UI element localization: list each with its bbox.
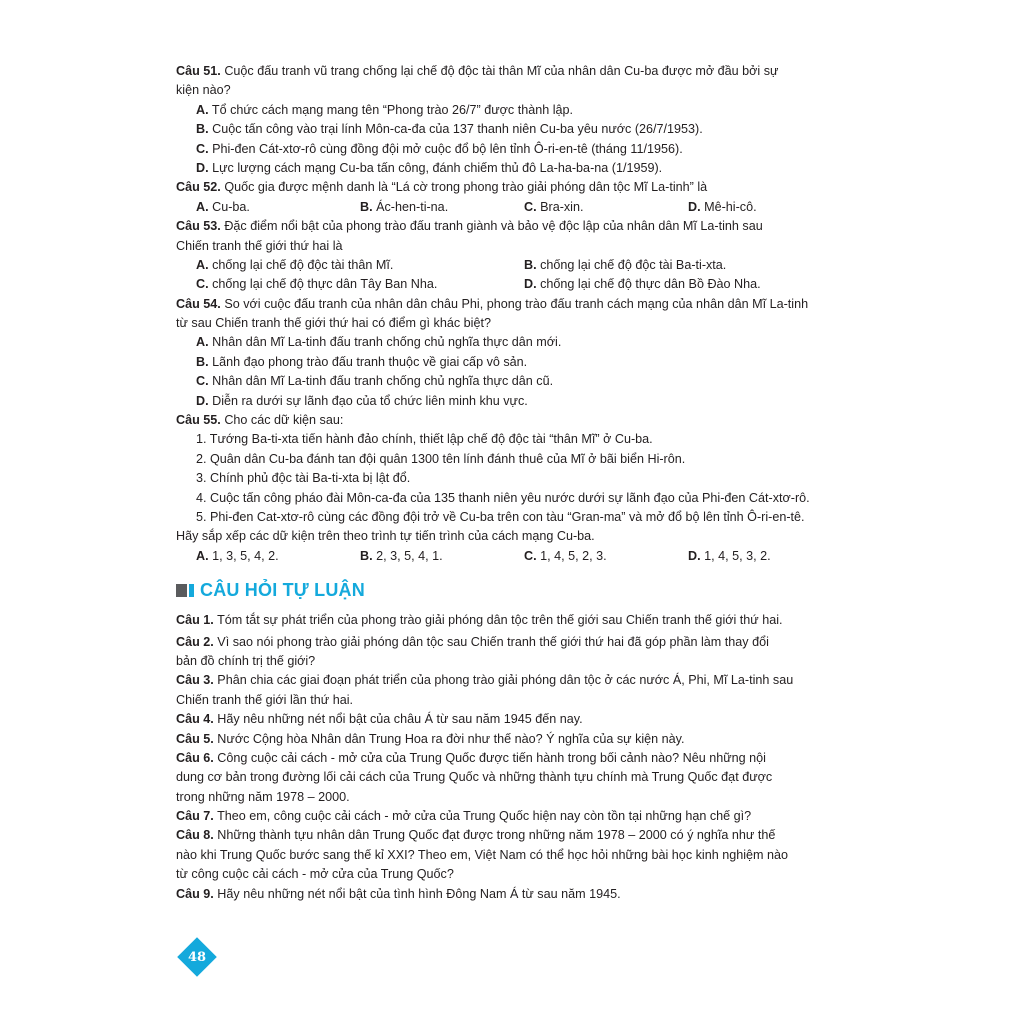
question-54 [176, 295, 862, 411]
question-stem [176, 295, 862, 314]
option-c [176, 372, 862, 391]
question-stem-cont: Chiến tranh thế giới thứ hai là [176, 238, 343, 253]
option-text: 1, 4, 5, 2, 3. [540, 548, 607, 563]
question-stem-cont: kiện nào? [176, 83, 231, 98]
option-text: Lực lượng cách mạng Cu-ba tấn công, đánh chiếm thủ đô La-ha-ba-na (1/1959). [212, 160, 663, 175]
question-stem [176, 611, 862, 630]
option-key: B. [196, 354, 209, 369]
question-number: Câu 52. [176, 180, 221, 195]
question-number: Câu 5. [176, 731, 214, 746]
option-a [176, 101, 862, 120]
question-number: Câu 1. [176, 613, 214, 628]
option-key: D. [196, 160, 209, 175]
question-text: Hãy nêu những nét nổi bật của tình hình Đông Nam Á từ sau năm 1945. [217, 886, 621, 901]
option-d [688, 547, 852, 566]
option-text: chống lại chế độ độc tài Ba-ti-xta. [540, 257, 727, 272]
option-c [524, 547, 688, 566]
section-title: CÂU HỎI TỰ LUẬN [200, 579, 365, 600]
option-d [176, 392, 862, 411]
options-row [176, 547, 862, 566]
question-51 [176, 62, 862, 178]
question-stem-cont: trong những năm 1978 – 2000. [176, 789, 350, 804]
question-number: Câu 51. [176, 64, 221, 78]
question-text: Theo em, công cuộc cải cách - mở cửa của Trung Quốc hiện nay còn tồn tại những hạn chế gì? [217, 809, 752, 824]
option-key: D. [196, 393, 209, 408]
question-stem [176, 710, 862, 729]
option-a [196, 256, 524, 275]
question-stem [176, 885, 862, 904]
option-d [688, 198, 852, 217]
options-row [176, 198, 862, 217]
option-text: Tổ chức cách mạng mang tên “Phong trào 26/7” được thành lập. [211, 102, 574, 117]
option-d [524, 275, 852, 294]
essay-question-8 [176, 826, 862, 884]
section-heading [176, 577, 862, 603]
option-key: B. [524, 257, 537, 272]
question-stem-cont: dung cơ bản trong đường lối cải cách của Trung Quốc và những thành tựu chính mà Trung Quốc đạt được [176, 770, 773, 785]
question-stem-cont: Chiến tranh thế giới lần thứ hai. [176, 692, 354, 707]
question-stem [176, 807, 862, 826]
option-key: D. [688, 548, 701, 563]
option-c [196, 275, 524, 294]
option-text: chống lại chế độ độc tài thân Mĩ. [212, 257, 394, 272]
option-text: 1, 3, 5, 4, 2. [212, 548, 279, 563]
option-key: A. [196, 335, 209, 350]
question-prompt: Hãy sắp xếp các dữ kiện trên theo trình tự tiến trình của cách mạng Cu-ba. [176, 529, 595, 544]
page-number-badge [177, 937, 217, 977]
essay-question-9 [176, 885, 862, 904]
question-text: Quốc gia được mệnh danh là “Lá cờ trong phong trào giải phóng dân tộc Mĩ La-tinh” là [224, 180, 708, 195]
option-key: D. [688, 199, 701, 214]
question-stem-cont: từ sau Chiến tranh thế giới thứ hai có điểm gì khác biệt? [176, 316, 491, 331]
essay-question-4 [176, 710, 862, 729]
option-text: 2, 3, 5, 4, 1. [376, 548, 443, 563]
option-key: C. [196, 141, 209, 156]
essay-question-3 [176, 671, 862, 710]
essay-question-6 [176, 749, 862, 807]
event-item: 2. Quân dân Cu-ba đánh tan đội quân 1300 tên lính đánh thuê của Mĩ ở bãi biển Hi-rôn. [196, 451, 686, 466]
option-key: B. [360, 548, 373, 563]
event-item: 4. Cuộc tấn công pháo đài Môn-ca-đa của 135 thanh niên yêu nước dưới sự lãnh đạo của Phi-đen Cát-xtơ-rô. [196, 490, 810, 505]
question-number: Câu 2. [176, 634, 214, 649]
page-content [176, 62, 862, 904]
question-text: Phân chia các giai đoạn phát triển của phong trào giải phóng dân tộc ở các nước Á, Phi, Mĩ La-tinh sau [217, 673, 794, 688]
option-text: Cu-ba. [212, 199, 250, 214]
question-text: Hãy nêu những nét nổi bật của châu Á từ sau năm 1945 đến nay. [217, 712, 583, 727]
option-key: A. [196, 102, 209, 117]
option-c [524, 198, 688, 217]
event-item: 5. Phi-đen Cat-xtơ-rô cùng các đồng đội trở về Cu-ba trên con tàu “Gran-ma” và mở đổ bộ lên tỉnh Ô-ri-en-tê. [196, 509, 805, 524]
option-key: C. [524, 548, 537, 563]
option-key: B. [360, 199, 373, 214]
option-text: Diễn ra dưới sự lãnh đạo của tổ chức liên minh khu vực. [212, 393, 528, 408]
question-stem-cont: bản đồ chính trị thế giới? [176, 653, 316, 668]
option-a [196, 547, 360, 566]
question-stem [176, 671, 862, 690]
option-b [524, 256, 852, 275]
option-text: Nhân dân Mĩ La-tinh đấu tranh chống chủ nghĩa thực dân mới. [212, 335, 562, 350]
option-key: B. [196, 122, 209, 137]
question-text: Cho các dữ kiện sau: [224, 413, 344, 428]
question-text: Tóm tắt sự phát triển của phong trào giải phóng dân tộc trên thế giới sau Chiến tranh thế giới thứ hai. [217, 613, 783, 628]
option-text: Bra-xin. [540, 199, 584, 214]
question-text: Vì sao nói phong trào giải phóng dân tộc sau Chiến tranh thế giới thứ hai đã góp phần làm thay đổi [217, 634, 769, 649]
essay-question-7 [176, 807, 862, 826]
question-number: Câu 8. [176, 828, 214, 843]
question-text: Nước Cộng hòa Nhân dân Trung Hoa ra đời như thế nào? Ý nghĩa của sự kiện này. [217, 731, 685, 746]
option-text: Cuộc tấn công vào trại lính Môn-ca-đa của 137 thanh niên Cu-ba yêu nước (26/7/1953). [212, 122, 703, 137]
options-row [176, 275, 862, 294]
question-stem-cont: nào khi Trung Quốc bước sang thế kỉ XXI? Theo em, Việt Nam có thể học hỏi những bài học kinh nghiệm nào [176, 847, 789, 862]
option-key: C. [524, 199, 537, 214]
option-b [360, 198, 524, 217]
event-item: 3. Chính phủ độc tài Ba-ti-xta bị lật đổ. [196, 471, 411, 486]
option-text: Ác-hen-ti-na. [376, 199, 449, 214]
question-stem [176, 749, 862, 768]
event-item: 1. Tướng Ba-ti-xta tiến hành đảo chính, thiết lập chế độ độc tài “thân Mĩ” ở Cu-ba. [196, 432, 653, 447]
question-number: Câu 6. [176, 750, 214, 765]
option-text: Mê-hi-cô. [704, 199, 757, 214]
option-text: chống lại chế độ thực dân Tây Ban Nha. [212, 277, 438, 292]
question-stem [176, 411, 862, 430]
question-number: Câu 7. [176, 809, 214, 824]
question-stem [176, 730, 862, 749]
question-stem [176, 826, 862, 845]
question-text: So với cuộc đấu tranh của nhân dân châu Phi, phong trào đấu tranh cách mạng của nhân dân Mĩ La-tinh [224, 296, 809, 311]
question-number: Câu 3. [176, 673, 214, 688]
option-key: D. [524, 277, 537, 292]
option-text: Nhân dân Mĩ La-tinh đấu tranh chống chủ nghĩa thực dân cũ. [212, 374, 554, 389]
option-key: A. [196, 257, 209, 272]
question-stem-cont: từ công cuộc cải cách - mở cửa của Trung Quốc? [176, 867, 454, 882]
question-number: Câu 54. [176, 296, 221, 311]
options-row [176, 256, 862, 275]
question-stem [176, 217, 862, 236]
option-key: A. [196, 199, 209, 214]
section-marker-icon [176, 584, 194, 597]
question-53 [176, 217, 862, 295]
page-number: 48 [187, 949, 207, 965]
question-number: Câu 55. [176, 413, 221, 428]
question-52 [176, 178, 862, 217]
essay-questions [176, 611, 862, 904]
essay-question-5 [176, 730, 862, 749]
question-number: Câu 4. [176, 712, 214, 727]
question-number: Câu 53. [176, 219, 221, 234]
option-text: Phi-đen Cát-xtơ-rô cùng đồng đội mở cuộc đổ bộ lên tỉnh Ô-ri-en-tê (tháng 11/1956). [212, 141, 683, 156]
option-key: C. [196, 374, 209, 389]
option-a [196, 198, 360, 217]
option-text: chống lại chế độ thực dân Bồ Đào Nha. [540, 277, 761, 292]
question-55 [176, 411, 862, 566]
question-text: Công cuộc cải cách - mở cửa của Trung Quốc được tiến hành trong bối cảnh nào? Nêu những nội [217, 750, 766, 765]
option-b [176, 353, 862, 372]
question-number: Câu 9. [176, 886, 214, 901]
question-stem [176, 633, 862, 652]
question-stem [176, 178, 862, 197]
option-b [360, 547, 524, 566]
essay-question-1 [176, 611, 862, 630]
option-b [176, 120, 862, 139]
option-c [176, 140, 862, 159]
option-a [176, 333, 862, 352]
option-d [176, 159, 862, 178]
question-text: Đặc điểm nổi bật của phong trào đấu tranh giành và bảo vệ độc lập của nhân dân Mĩ La-tinh sau [224, 219, 763, 234]
question-text: Những thành tựu nhân dân Trung Quốc đạt được trong những năm 1978 – 2000 có ý nghĩa như thế [217, 828, 776, 843]
option-text: Lãnh đạo phong trào đấu tranh thuộc về giai cấp vô sản. [212, 354, 528, 369]
option-key: C. [196, 277, 209, 292]
question-stem [176, 62, 862, 81]
question-text: Cuộc đấu tranh vũ trang chống lại chế độ độc tài thân Mĩ của nhân dân Cu-ba được mở đầu bởi sự [224, 64, 779, 78]
essay-question-2 [176, 633, 862, 672]
option-key: A. [196, 548, 209, 563]
option-text: 1, 4, 5, 3, 2. [704, 548, 771, 563]
